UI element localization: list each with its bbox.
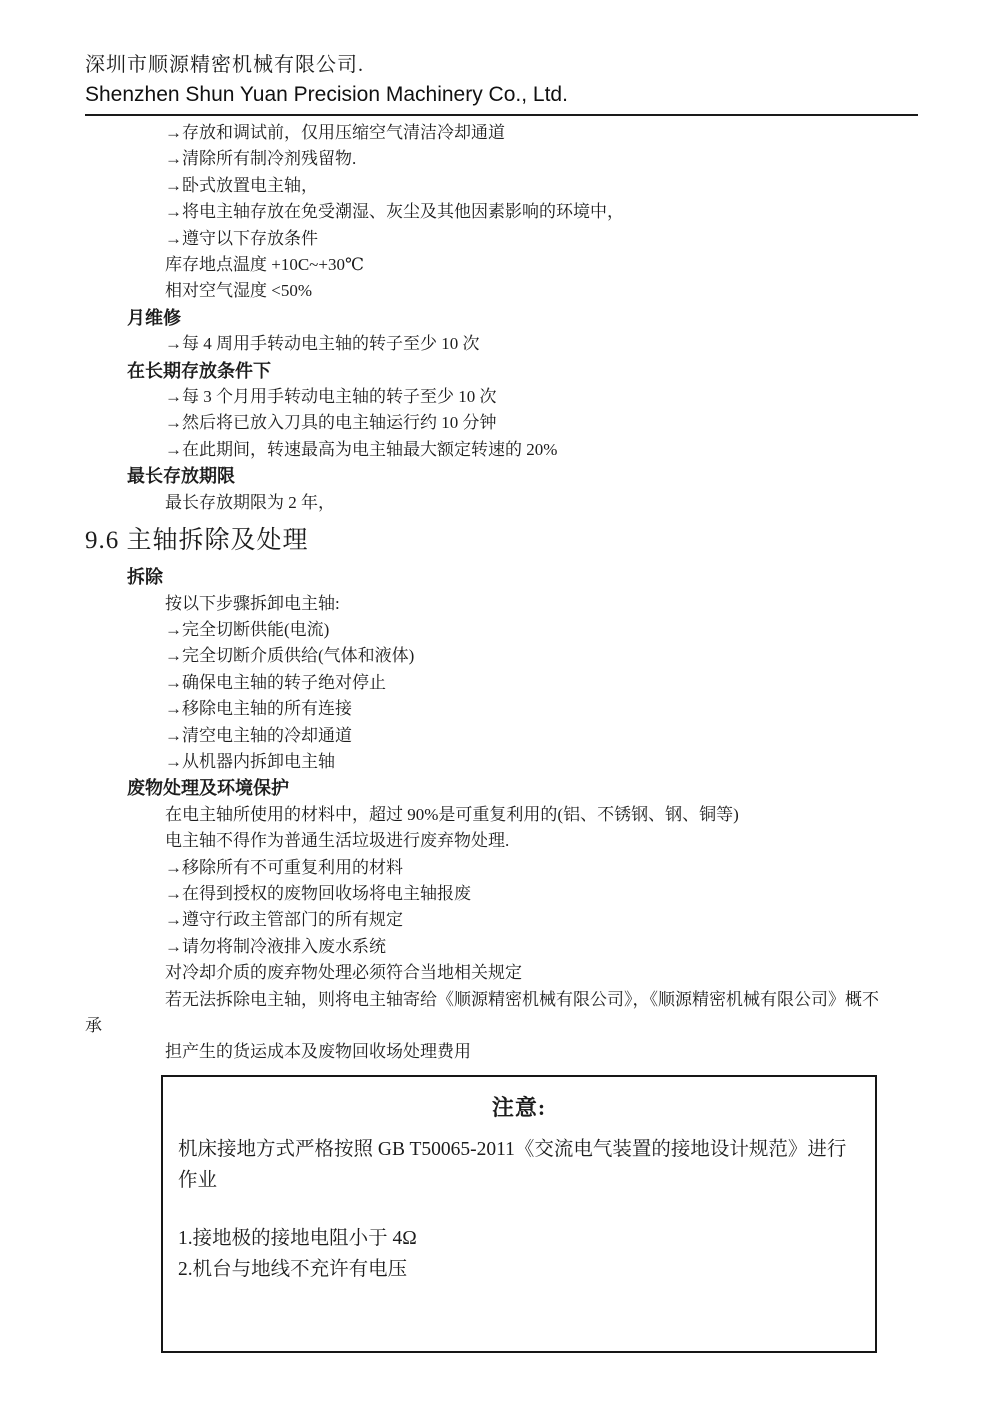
notice-box	[161, 1075, 877, 1353]
bullet-line: →在此期间，转速最高为电主轴最大额定转速的 20%	[165, 439, 558, 459]
header-divider	[85, 114, 918, 116]
body-line: 担产生的货运成本及废物回收场处理费用	[165, 1042, 471, 1062]
bullet-line: →卧式放置电主轴，	[165, 175, 318, 195]
subsection-heading: 在长期存放条件下	[127, 360, 271, 381]
body-line: 若无法拆除电主轴，则将电主轴寄给《顺源精密机械有限公司》，《顺源精密机械有限公司》概不	[165, 989, 879, 1009]
notice-body	[178, 1134, 860, 1196]
bullet-line: →移除所有不可重复利用的材料	[165, 857, 403, 877]
body-line: 对冷却介质的废弃物处理必须符合当地相关规定	[165, 963, 522, 983]
bullet-line: →确保电主轴的转子绝对停止	[165, 672, 386, 692]
notice-body-line: 机床接地方式严格按照 GB T50065-2011《交流电气装置的接地设计规范》进行	[178, 1138, 847, 1160]
body-line: 按以下步骤拆卸电主轴:	[165, 593, 340, 613]
bullet-line: →清除所有制冷剂残留物.	[165, 149, 357, 169]
bullet-line: →每 4 周用手转动电主轴的转子至少 10 次	[165, 334, 480, 354]
bullet-line: →移除电主轴的所有连接	[165, 699, 352, 719]
page-header	[85, 50, 918, 116]
notice-title: 注意:	[491, 1094, 547, 1120]
body-line: 库存地点温度 +10C~+30℃	[165, 255, 364, 275]
bullet-line: →清空电主轴的冷却通道	[165, 725, 352, 745]
bullet-line: →然后将已放入刀具的电主轴运行约 10 分钟	[165, 413, 497, 433]
bullet-line: →遵守行政主管部门的所有规定	[165, 910, 403, 930]
notice-item: 2.机台与地线不充许有电压	[178, 1258, 408, 1280]
notice-items	[178, 1223, 860, 1285]
bullet-line: →请勿将制冷液排入废水系统	[165, 936, 386, 956]
bullet-line: →从机器内拆卸电主轴	[165, 751, 335, 771]
body-line: 电主轴不得作为普通生活垃圾进行废弃物处理.	[165, 831, 510, 851]
overflow-char-line: 承	[85, 1016, 102, 1035]
section-heading: 9.6 主轴拆除及处理	[85, 527, 309, 555]
company-name-en: Shenzhen Shun Yuan Precision Machinery Co., Ltd.	[85, 83, 568, 106]
bullet-line: →将电主轴存放在免受潮湿、灰尘及其他因素影响的环境中，	[165, 202, 624, 222]
company-name-cn: 深圳市顺源精密机械有限公司.	[85, 54, 364, 76]
subsection-heading: 月维修	[127, 307, 181, 328]
bullet-line: →存放和调试前，仅用压缩空气清洁冷却通道	[165, 123, 505, 142]
bullet-line: →每 3 个月用手转动电主轴的转子至少 10 次	[165, 387, 497, 407]
subsection-heading: 最长存放期限	[127, 466, 235, 487]
body-line: 在电主轴所使用的材料中，超过 90%是可重复利用的(铝、不锈钢、钢、铜等)	[165, 804, 739, 824]
body-line: 最长存放期限为 2 年，	[165, 492, 335, 512]
bullet-line: →遵守以下存放条件	[165, 228, 318, 248]
bullet-line: →完全切断供能(电流)	[165, 619, 330, 639]
body-line: 相对空气湿度 <50%	[165, 281, 312, 301]
subsection-heading: 拆除	[127, 567, 163, 588]
notice-body-line: 作业	[178, 1169, 218, 1191]
notice-item: 1.接地极的接地电阻小于 4Ω	[178, 1227, 417, 1249]
subsection-heading: 废物处理及环境保护	[127, 778, 289, 799]
bullet-line: →在得到授权的废物回收场将电主轴报废	[165, 883, 471, 903]
document-body	[0, 120, 1000, 1066]
bullet-line: →完全切断介质供给(气体和液体)	[165, 646, 415, 666]
